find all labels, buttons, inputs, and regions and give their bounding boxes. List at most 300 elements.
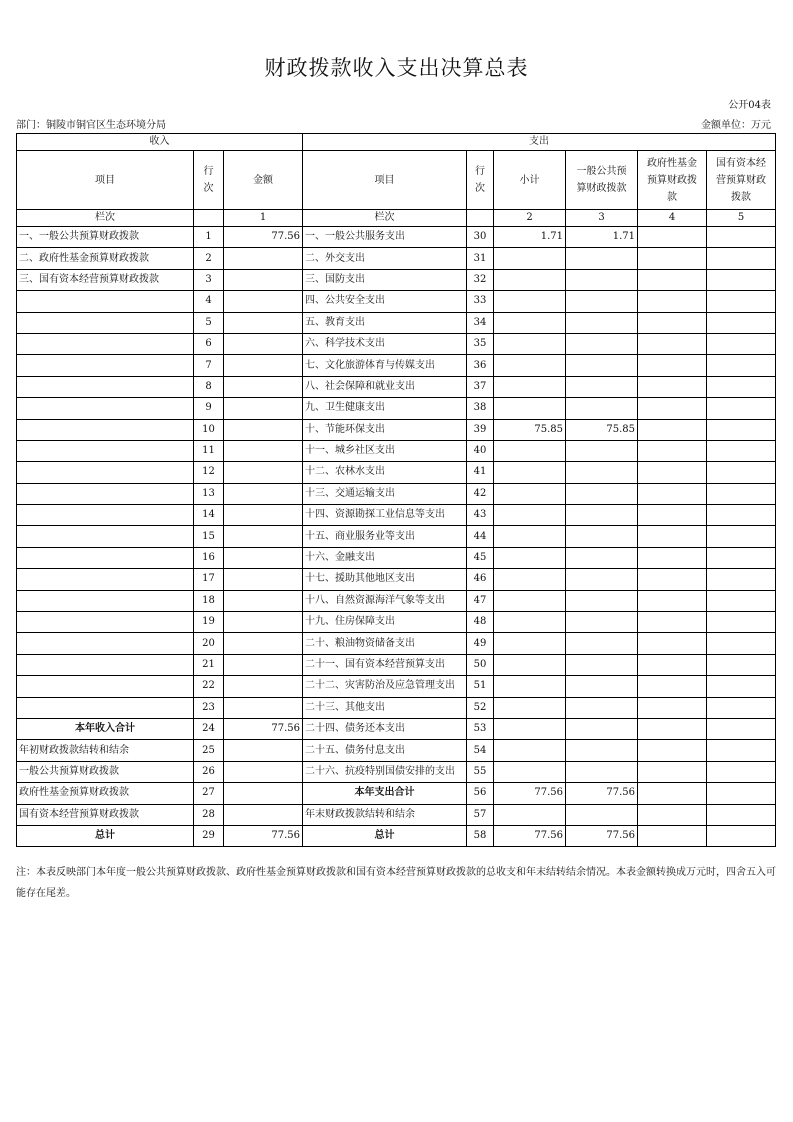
state-capital-cell <box>707 783 776 804</box>
section-header-row <box>17 134 776 151</box>
expense-item-cell: 二十一、国有资本经营预算支出 <box>303 654 467 675</box>
income-item-cell <box>17 355 194 376</box>
gov-fund-cell <box>638 633 707 654</box>
general-budget-cell <box>566 398 638 419</box>
table-row <box>17 398 776 419</box>
state-capital-cell <box>707 462 776 483</box>
income-amount-cell: 77.56 <box>224 718 303 739</box>
income-line-cell: 12 <box>194 462 224 483</box>
expense-line-cell: 56 <box>467 783 494 804</box>
subtotal-cell <box>494 355 566 376</box>
gov-fund-cell <box>638 654 707 675</box>
gov-fund-cell <box>638 676 707 697</box>
state-capital-cell <box>707 590 776 611</box>
income-amount-cell <box>224 269 303 290</box>
table-row <box>17 654 776 675</box>
expense-item-cell: 本年支出合计 <box>303 783 467 804</box>
income-item-cell <box>17 633 194 654</box>
income-line-cell: 6 <box>194 333 224 354</box>
income-line-cell: 1 <box>194 227 224 248</box>
table-row <box>17 590 776 611</box>
expense-line-cell: 30 <box>467 227 494 248</box>
general-budget-cell <box>566 761 638 782</box>
gov-fund-cell <box>638 718 707 739</box>
income-amount-cell <box>224 505 303 526</box>
income-amount-cell <box>224 440 303 461</box>
income-line-cell: 2 <box>194 248 224 269</box>
gov-fund-cell <box>638 355 707 376</box>
expense-line-cell: 35 <box>467 333 494 354</box>
subtotal-cell <box>494 376 566 397</box>
gov-fund-cell <box>638 804 707 825</box>
general-budget-cell <box>566 740 638 761</box>
subtotal-cell <box>494 676 566 697</box>
income-line-cell: 10 <box>194 419 224 440</box>
expense-item-header: 项目 <box>303 151 467 210</box>
income-item-cell: 年初财政拨款结转和结余 <box>17 740 194 761</box>
state-capital-cell <box>707 483 776 504</box>
income-item-cell <box>17 462 194 483</box>
income-item-cell <box>17 483 194 504</box>
general-budget-cell <box>566 483 638 504</box>
state-capital-cell <box>707 697 776 718</box>
state-capital-cell <box>707 526 776 547</box>
income-amount-cell <box>224 697 303 718</box>
form-number: 公开04表 <box>728 100 771 111</box>
general-budget-cell <box>566 612 638 633</box>
gov-fund-cell <box>638 825 707 846</box>
general-budget-cell: 77.56 <box>566 825 638 846</box>
gov-fund-cell <box>638 483 707 504</box>
income-amount-cell <box>224 547 303 568</box>
income-item-cell <box>17 547 194 568</box>
income-amount-cell <box>224 398 303 419</box>
table-row <box>17 227 776 248</box>
income-amount-cell <box>224 783 303 804</box>
income-section-header: 收入 <box>17 134 303 151</box>
general-budget-cell: 77.56 <box>566 783 638 804</box>
income-line-cell: 11 <box>194 440 224 461</box>
subtotal-cell <box>494 291 566 312</box>
expense-line-cell: 40 <box>467 440 494 461</box>
state-capital-cell <box>707 676 776 697</box>
gov-fund-header: 政府性基金预算财政拨款 <box>638 151 707 210</box>
state-capital-cell <box>707 654 776 675</box>
expense-item-cell: 二十二、灾害防治及应急管理支出 <box>303 676 467 697</box>
table-row <box>17 740 776 761</box>
expense-line-cell: 49 <box>467 633 494 654</box>
income-item-cell: 政府性基金预算财政拨款 <box>17 783 194 804</box>
gov-fund-cell <box>638 740 707 761</box>
general-budget-cell <box>566 462 638 483</box>
income-amount-cell <box>224 526 303 547</box>
gov-fund-cell <box>638 526 707 547</box>
subtotal-cell <box>494 312 566 333</box>
expense-item-cell: 十五、商业服务业等支出 <box>303 526 467 547</box>
income-item-cell <box>17 697 194 718</box>
expense-line-cell: 44 <box>467 526 494 547</box>
gov-fund-cell <box>638 697 707 718</box>
expense-line-cell: 54 <box>467 740 494 761</box>
gov-fund-cell <box>638 376 707 397</box>
expense-item-cell: 十九、住房保障支出 <box>303 612 467 633</box>
table-row <box>17 526 776 547</box>
state-capital-cell <box>707 376 776 397</box>
income-line-cell: 3 <box>194 269 224 290</box>
income-amount-cell <box>224 419 303 440</box>
subtotal-cell <box>494 654 566 675</box>
subtotal-cell <box>494 569 566 590</box>
gov-fund-cell <box>638 783 707 804</box>
income-line-cell: 9 <box>194 398 224 419</box>
table-row <box>17 312 776 333</box>
income-line-cell: 29 <box>194 825 224 846</box>
state-capital-cell <box>707 612 776 633</box>
expense-line-cell: 45 <box>467 547 494 568</box>
subtotal-cell <box>494 505 566 526</box>
income-amount-cell <box>224 333 303 354</box>
subtotal-cell <box>494 697 566 718</box>
general-budget-cell <box>566 248 638 269</box>
table-row <box>17 612 776 633</box>
expense-line-cell: 46 <box>467 569 494 590</box>
budget-summary-table <box>16 133 776 847</box>
gov-fund-cell <box>638 505 707 526</box>
income-item-cell <box>17 569 194 590</box>
subtotal-cell: 77.56 <box>494 825 566 846</box>
expense-line-cell: 34 <box>467 312 494 333</box>
income-item-cell <box>17 654 194 675</box>
general-budget-cell <box>566 526 638 547</box>
table-row <box>17 697 776 718</box>
income-item-header: 项目 <box>17 151 194 210</box>
table-row <box>17 804 776 825</box>
general-budget-cell: 75.85 <box>566 419 638 440</box>
general-budget-cell <box>566 312 638 333</box>
table-row <box>17 676 776 697</box>
income-item-cell <box>17 333 194 354</box>
state-capital-cell <box>707 355 776 376</box>
expense-item-cell: 一、一般公共服务支出 <box>303 227 467 248</box>
income-item-cell <box>17 590 194 611</box>
income-amount-cell <box>224 633 303 654</box>
subtotal-cell <box>494 761 566 782</box>
expense-item-cell: 十一、城乡社区支出 <box>303 440 467 461</box>
income-amount-cell <box>224 462 303 483</box>
income-item-cell: 一、一般公共预算财政拨款 <box>17 227 194 248</box>
state-capital-header: 国有资本经营预算财政拨款 <box>707 151 776 210</box>
table-row <box>17 291 776 312</box>
income-item-cell: 国有资本经营预算财政拨款 <box>17 804 194 825</box>
expense-item-cell: 二十四、债务还本支出 <box>303 718 467 739</box>
income-item-cell: 一般公共预算财政拨款 <box>17 761 194 782</box>
general-budget-cell: 1.71 <box>566 227 638 248</box>
gov-fund-cell <box>638 569 707 590</box>
table-row <box>17 825 776 846</box>
income-item-cell <box>17 505 194 526</box>
expense-item-cell: 二十三、其他支出 <box>303 697 467 718</box>
general-budget-cell <box>566 654 638 675</box>
subtotal-cell: 1.71 <box>494 227 566 248</box>
state-capital-cell <box>707 547 776 568</box>
gov-fund-cell <box>638 291 707 312</box>
gov-fund-cell <box>638 761 707 782</box>
expense-line-cell: 39 <box>467 419 494 440</box>
gov-fund-cell <box>638 590 707 611</box>
state-capital-cell <box>707 569 776 590</box>
income-item-cell: 本年收入合计 <box>17 718 194 739</box>
gov-fund-cell <box>638 462 707 483</box>
income-line-cell: 15 <box>194 526 224 547</box>
table-row <box>17 462 776 483</box>
income-item-cell: 二、政府性基金预算财政拨款 <box>17 248 194 269</box>
state-capital-cell <box>707 633 776 654</box>
income-amount-cell <box>224 355 303 376</box>
state-capital-cell <box>707 398 776 419</box>
table-row <box>17 269 776 290</box>
income-amount-cell <box>224 804 303 825</box>
subtotal-cell: 77.56 <box>494 783 566 804</box>
table-row <box>17 633 776 654</box>
income-amount-cell <box>224 761 303 782</box>
expense-line-cell: 57 <box>467 804 494 825</box>
income-line-cell: 17 <box>194 569 224 590</box>
expense-line-header: 行次 <box>467 151 494 210</box>
income-item-cell <box>17 419 194 440</box>
table-row <box>17 419 776 440</box>
income-amount-cell <box>224 291 303 312</box>
amount-unit-label: 金额单位：万元 <box>701 120 771 131</box>
state-capital-cell <box>707 440 776 461</box>
income-line-cell: 20 <box>194 633 224 654</box>
column-index-blank <box>194 210 224 227</box>
income-item-cell <box>17 440 194 461</box>
expense-section-header: 支出 <box>303 134 776 151</box>
expense-item-cell: 七、文化旅游体育与传媒支出 <box>303 355 467 376</box>
state-capital-cell <box>707 761 776 782</box>
income-amount-cell <box>224 612 303 633</box>
expense-item-cell: 二十六、抗疫特别国债安排的支出 <box>303 761 467 782</box>
income-line-cell: 13 <box>194 483 224 504</box>
expense-item-cell: 十、节能环保支出 <box>303 419 467 440</box>
state-capital-cell <box>707 419 776 440</box>
subtotal-cell <box>494 248 566 269</box>
department-label: 部门：铜陵市铜官区生态环境分局 <box>16 120 166 131</box>
column-index-row <box>17 210 776 227</box>
expense-item-cell: 十七、援助其他地区支出 <box>303 569 467 590</box>
subtotal-cell <box>494 590 566 611</box>
income-item-cell <box>17 526 194 547</box>
state-capital-cell <box>707 718 776 739</box>
income-item-cell <box>17 312 194 333</box>
income-line-cell: 21 <box>194 654 224 675</box>
state-capital-cell <box>707 740 776 761</box>
income-amount-cell <box>224 376 303 397</box>
income-item-cell <box>17 612 194 633</box>
income-item-cell <box>17 676 194 697</box>
gov-fund-cell <box>638 333 707 354</box>
subtotal-cell <box>494 547 566 568</box>
gov-fund-cell <box>638 269 707 290</box>
column-index-4: 4 <box>638 210 707 227</box>
income-amount-cell: 77.56 <box>224 227 303 248</box>
table-row <box>17 718 776 739</box>
expense-line-cell: 42 <box>467 483 494 504</box>
general-budget-header: 一般公共预算财政拨款 <box>566 151 638 210</box>
subtotal-cell <box>494 269 566 290</box>
expense-line-cell: 55 <box>467 761 494 782</box>
gov-fund-cell <box>638 419 707 440</box>
expense-line-cell: 52 <box>467 697 494 718</box>
expense-item-cell: 十六、金融支出 <box>303 547 467 568</box>
income-line-cell: 16 <box>194 547 224 568</box>
income-item-cell <box>17 291 194 312</box>
table-row <box>17 483 776 504</box>
table-row <box>17 569 776 590</box>
table-row <box>17 355 776 376</box>
general-budget-cell <box>566 376 638 397</box>
income-line-cell: 25 <box>194 740 224 761</box>
expense-item-cell: 十三、交通运输支出 <box>303 483 467 504</box>
income-line-cell: 8 <box>194 376 224 397</box>
income-amount-cell <box>224 312 303 333</box>
income-amount-cell <box>224 590 303 611</box>
expense-item-cell: 十八、自然资源海洋气象等支出 <box>303 590 467 611</box>
income-line-cell: 24 <box>194 718 224 739</box>
expense-item-cell: 十四、资源勘探工业信息等支出 <box>303 505 467 526</box>
income-amount-header: 金额 <box>224 151 303 210</box>
income-line-cell: 26 <box>194 761 224 782</box>
expense-line-cell: 36 <box>467 355 494 376</box>
general-budget-cell <box>566 291 638 312</box>
state-capital-cell <box>707 333 776 354</box>
subtotal-cell <box>494 526 566 547</box>
expense-item-cell: 二十五、债务付息支出 <box>303 740 467 761</box>
page-title: 财政拨款收入支出决算总表 <box>264 56 529 80</box>
income-item-cell: 总计 <box>17 825 194 846</box>
income-line-cell: 22 <box>194 676 224 697</box>
general-budget-cell <box>566 569 638 590</box>
subtotal-cell <box>494 333 566 354</box>
income-line-cell: 7 <box>194 355 224 376</box>
column-index-1: 1 <box>224 210 303 227</box>
expense-item-cell: 六、科学技术支出 <box>303 333 467 354</box>
subtotal-cell <box>494 483 566 504</box>
gov-fund-cell <box>638 612 707 633</box>
income-amount-cell <box>224 483 303 504</box>
income-line-cell: 5 <box>194 312 224 333</box>
general-budget-cell <box>566 633 638 654</box>
table-row <box>17 783 776 804</box>
income-amount-cell <box>224 676 303 697</box>
general-budget-cell <box>566 440 638 461</box>
subtotal-cell <box>494 804 566 825</box>
column-header-row <box>17 151 776 210</box>
table-row <box>17 248 776 269</box>
footnote: 注：本表反映部门本年度一般公共预算财政拨款、政府性基金预算财政拨款和国有资本经营预算财政拨款的总收支和年末结转结余情况。本表金额转换成万元时，四舍五入可能存在尾差。 <box>16 867 776 899</box>
expense-line-cell: 47 <box>467 590 494 611</box>
gov-fund-cell <box>638 398 707 419</box>
expense-line-cell: 38 <box>467 398 494 419</box>
expense-line-cell: 43 <box>467 505 494 526</box>
subtotal-cell <box>494 398 566 419</box>
table-meta <box>16 116 771 130</box>
income-line-cell: 27 <box>194 783 224 804</box>
state-capital-cell <box>707 825 776 846</box>
expense-line-cell: 48 <box>467 612 494 633</box>
expense-line-cell: 37 <box>467 376 494 397</box>
column-index-label: 栏次 <box>17 210 194 227</box>
subtotal-cell <box>494 740 566 761</box>
state-capital-cell <box>707 227 776 248</box>
gov-fund-cell <box>638 547 707 568</box>
expense-line-cell: 32 <box>467 269 494 290</box>
income-line-cell: 28 <box>194 804 224 825</box>
expense-item-cell: 三、国防支出 <box>303 269 467 290</box>
expense-item-cell: 二、外交支出 <box>303 248 467 269</box>
income-amount-cell <box>224 654 303 675</box>
state-capital-cell <box>707 248 776 269</box>
subtotal-cell <box>494 440 566 461</box>
income-line-cell: 14 <box>194 505 224 526</box>
income-line-cell: 19 <box>194 612 224 633</box>
general-budget-cell <box>566 676 638 697</box>
general-budget-cell <box>566 355 638 376</box>
gov-fund-cell <box>638 227 707 248</box>
income-amount-cell <box>224 248 303 269</box>
state-capital-cell <box>707 505 776 526</box>
subtotal-cell <box>494 718 566 739</box>
expense-item-cell: 四、公共安全支出 <box>303 291 467 312</box>
expense-item-cell: 八、社会保障和就业支出 <box>303 376 467 397</box>
expense-item-cell: 二十、粮油物资储备支出 <box>303 633 467 654</box>
expense-item-cell: 十二、农林水支出 <box>303 462 467 483</box>
general-budget-cell <box>566 269 638 290</box>
general-budget-cell <box>566 505 638 526</box>
income-item-cell <box>17 376 194 397</box>
general-budget-cell <box>566 718 638 739</box>
state-capital-cell <box>707 312 776 333</box>
income-line-header: 行次 <box>194 151 224 210</box>
state-capital-cell <box>707 269 776 290</box>
general-budget-cell <box>566 547 638 568</box>
income-item-cell: 三、国有资本经营预算财政拨款 <box>17 269 194 290</box>
expense-line-cell: 53 <box>467 718 494 739</box>
income-amount-cell: 77.56 <box>224 825 303 846</box>
general-budget-cell <box>566 590 638 611</box>
column-index-5: 5 <box>707 210 776 227</box>
gov-fund-cell <box>638 440 707 461</box>
state-capital-cell <box>707 291 776 312</box>
subtotal-cell <box>494 633 566 654</box>
expense-item-cell: 五、教育支出 <box>303 312 467 333</box>
subtotal-cell <box>494 462 566 483</box>
table-row <box>17 376 776 397</box>
income-line-cell: 23 <box>194 697 224 718</box>
column-index-2: 2 <box>494 210 566 227</box>
table-row <box>17 505 776 526</box>
general-budget-cell <box>566 697 638 718</box>
state-capital-cell <box>707 804 776 825</box>
income-line-cell: 4 <box>194 291 224 312</box>
income-line-cell: 18 <box>194 590 224 611</box>
income-amount-cell <box>224 740 303 761</box>
expense-item-cell: 年末财政拨款结转和结余 <box>303 804 467 825</box>
expense-line-cell: 51 <box>467 676 494 697</box>
subtotal-cell <box>494 612 566 633</box>
column-index-3: 3 <box>566 210 638 227</box>
general-budget-cell <box>566 804 638 825</box>
